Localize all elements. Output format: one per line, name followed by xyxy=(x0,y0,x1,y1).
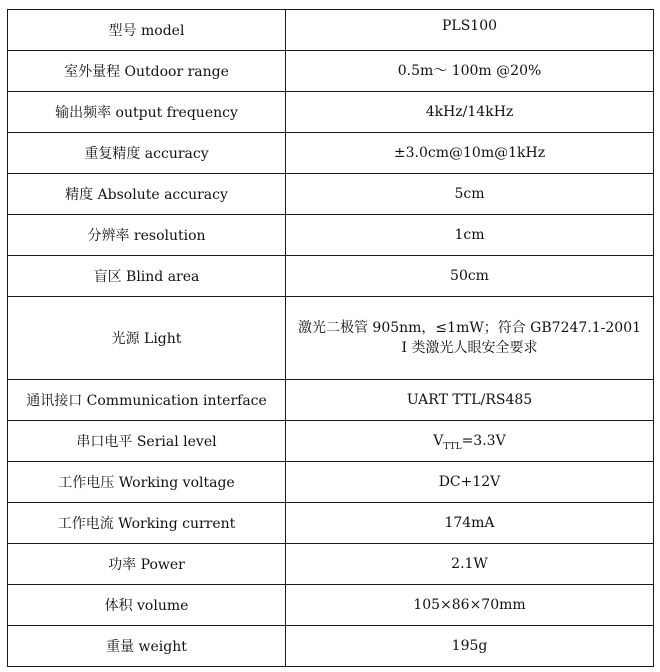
table-row xyxy=(8,174,654,215)
row-label-light: 光源 Light xyxy=(8,297,286,380)
serial-level-prefix: V xyxy=(433,433,444,449)
row-label-working-current: 工作电流 Working current xyxy=(8,503,286,544)
table-row xyxy=(8,544,654,585)
table-row xyxy=(8,256,654,297)
table-row xyxy=(8,133,654,174)
row-label-weight: 重量 weight xyxy=(8,626,286,667)
table-row xyxy=(8,215,654,256)
table-row xyxy=(8,92,654,133)
row-value-outdoor-range: 0.5m～ 100m @20% xyxy=(286,51,654,92)
row-value-absolute-accuracy: 5cm xyxy=(286,174,654,215)
row-value-working-current: 174mA xyxy=(286,503,654,544)
table-row xyxy=(8,380,654,421)
row-value-weight: 195g xyxy=(286,626,654,667)
row-value-power: 2.1W xyxy=(286,544,654,585)
serial-level-suffix: =3.3V xyxy=(461,433,506,449)
row-value-light xyxy=(286,297,654,380)
row-value-communication-interface: UART TTL/RS485 xyxy=(286,380,654,421)
row-value-serial-level xyxy=(286,421,654,462)
row-label-blind-area: 盲区 Blind area xyxy=(8,256,286,297)
spec-table xyxy=(7,9,654,667)
table-row xyxy=(8,585,654,626)
row-value-resolution: 1cm xyxy=(286,215,654,256)
row-label-output-frequency: 输出频率 output frequency xyxy=(8,92,286,133)
serial-level-subscript: TTL xyxy=(443,441,462,452)
row-label-communication-interface: 通讯接口 Communication interface xyxy=(8,380,286,421)
row-label-model: 型号 model xyxy=(8,10,286,51)
row-value-volume: 105×86×70mm xyxy=(286,585,654,626)
row-value-accuracy: ±3.0cm@10m@1kHz xyxy=(286,133,654,174)
row-label-outdoor-range: 室外量程 Outdoor range xyxy=(8,51,286,92)
row-value-blind-area: 50cm xyxy=(286,256,654,297)
table-row xyxy=(8,503,654,544)
row-label-resolution: 分辨率 resolution xyxy=(8,215,286,256)
row-label-absolute-accuracy: 精度 Absolute accuracy xyxy=(8,174,286,215)
row-label-volume: 体积 volume xyxy=(8,585,286,626)
table-row xyxy=(8,297,654,380)
row-value-working-voltage: DC+12V xyxy=(286,462,654,503)
row-label-power: 功率 Power xyxy=(8,544,286,585)
table-row xyxy=(8,462,654,503)
row-value-output-frequency: 4kHz/14kHz xyxy=(286,92,654,133)
table-row xyxy=(8,51,654,92)
row-label-serial-level: 串口电平 Serial level xyxy=(8,421,286,462)
row-value-model: PLS100 xyxy=(286,10,654,51)
table-row xyxy=(8,421,654,462)
row-label-accuracy: 重复精度 accuracy xyxy=(8,133,286,174)
light-value-line-1: 激光二极管 905nm，≤1mW；符合 GB7247.1-2001 xyxy=(297,320,642,336)
light-value-line-2: I 类激光人眼安全要求 xyxy=(401,340,538,356)
row-label-working-voltage: 工作电压 Working voltage xyxy=(8,462,286,503)
table-row xyxy=(8,626,654,667)
table-row xyxy=(8,10,654,51)
